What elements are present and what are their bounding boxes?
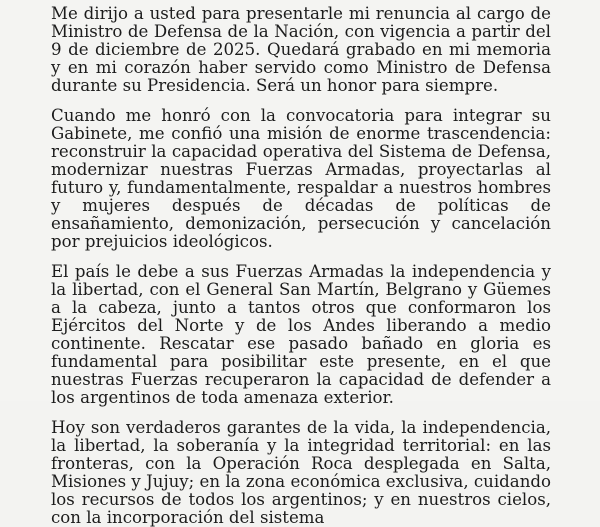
paragraph-history: El país le debe a sus Fuerzas Armadas la independencia y la libertad, con el General San Martín, Belgrano y Güemes a la cabeza, junto a tantos otros que conformaron los Ejércitos del Norte y de los Andes liberando a medio continente. Rescatar ese pasado bañado en gloria es fundamental para posibilitar este presente, en el que nuestras Fuerzas recuperaron la capacidad de defender a los argentinos de toda amenaza exterior. (51, 262, 551, 407)
paragraph-mission: Cuando me honró con la convocatoria para integrar su Gabinete, me confió una misión de enorme trascendencia: reconstruir la capacidad operativa del Sistema de Defensa, modernizar nuestras Fuerzas Armadas, proyectarlas al futuro y, fundamentalmente, respaldar a nuestros hombres y mujeres después de décadas de políticas de ensañamiento, demonización, persecución y cancelación por prejuicios ideológicos. (51, 106, 551, 251)
letter-body (51, 5, 551, 527)
paragraph-resignation: Me dirijo a usted para presentarle mi renuncia al cargo de Ministro de Defensa de la Nación, con vigencia a partir del 9 de diciembre de 2025. Quedará grabado en mi memoria y en mi corazón haber servido como Ministro de Defensa durante su Presidencia. Será un honor para siempre. (51, 4, 551, 95)
paragraph-guarantors: Hoy son verdaderos garantes de la vida, la independencia, la libertad, la soberanía y la integridad territorial: en las fronteras, con la Operación Roca desplegada en Salta, Misiones y Jujuy; en la zona económica exclusiva, cuidando los recursos de todos los argentinos; y en nuestros cielos, con la incorporación del sistema (51, 418, 551, 527)
